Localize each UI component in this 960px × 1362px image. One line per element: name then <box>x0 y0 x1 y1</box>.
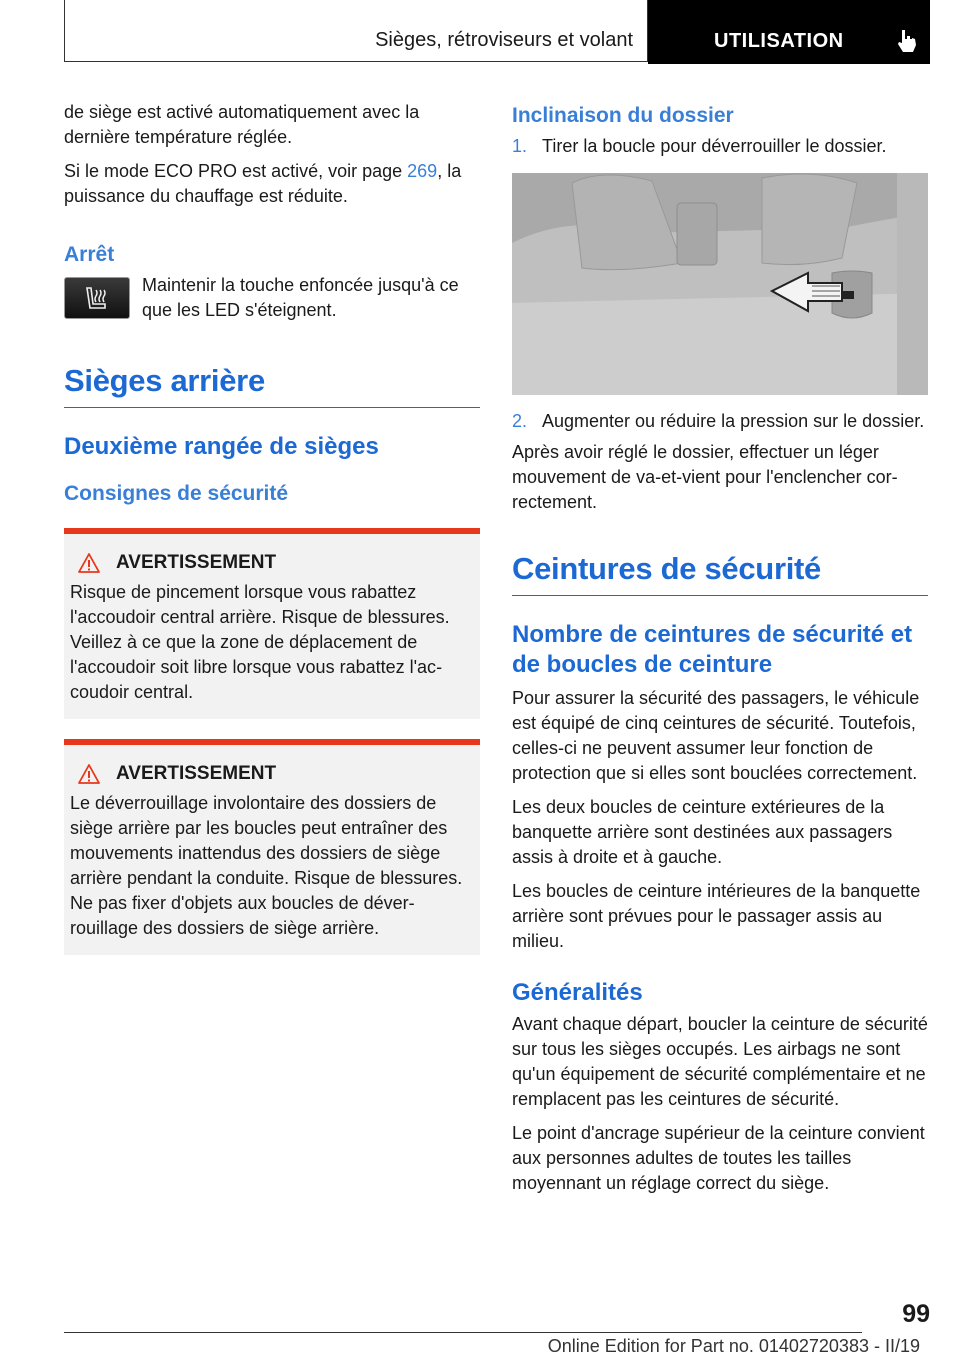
ceintures-paragraph-3: Les boucles de ceinture intérieures de la banquette arrière sont prévues pour le passager assis au milieu. <box>512 881 921 951</box>
footer-divider <box>64 1332 862 1333</box>
warning-triangle-icon <box>78 553 100 573</box>
warning-box-2 <box>64 739 480 955</box>
warning-text-2: Le déverrouillage involontaire des dossiers de siège arrière par les boucles peut entraîner des mouvements inattendus des dossiers de siège arrière pendant la conduite. Risque de blessures. Ne pas fixer d'objets aux boucles de déverrouillage des dossiers de siège arrière. <box>70 793 463 938</box>
warning-text-1: Risque de pincement lorsque vous rabattez l'accoudoir central arrière. Risque de blessures. Veillez à ce que la zone de déplacement de l'accoudoir soit libre lorsque vous rabattez l'accoudoir central. <box>70 582 450 702</box>
ceintures-paragraph-1: Pour assurer la sécurité des passagers, le véhicule est équipé de cinq ceintures de sécurité. Toutefois, celles-ci ne peuvent assumer leur fonction de protection que si elles sont bouclées correctement. <box>512 688 920 783</box>
section-title <box>648 0 930 64</box>
page-header <box>64 0 930 64</box>
chapter-title: Sièges, rétroviseurs et volant <box>64 0 648 62</box>
after-steps-paragraph: Après avoir réglé le dossier, effectuer un léger mouvement de va-et-vient pour l'enclencher correctement. <box>512 442 898 512</box>
intro-paragraph: de siège est activé automatiquement avec la dernière température réglée. <box>64 102 420 147</box>
warning-label-1: AVERTISSEMENT <box>116 552 277 573</box>
warning-triangle-icon <box>78 764 100 784</box>
step-item <box>512 409 928 434</box>
step-text: Tirer la boucle pour déverrouiller le dossier. <box>542 136 887 156</box>
arret-text: Maintenir la touche enfoncée jusqu'à ce que les LED s'éteignent. <box>142 275 459 320</box>
consignes-heading: Consignes de sécurité <box>64 482 289 505</box>
ceintures-paragraph-2: Les deux boucles de ceinture extérieures de la banquette arrière sont destinées aux passagers assis à droite et à gauche. <box>512 797 893 867</box>
step-text: Augmenter ou réduire la pression sur le dossier. <box>542 411 925 431</box>
generalites-paragraph-1: Avant chaque départ, boucler la ceinture de sécurité sur tous les sièges occupés. Les airbags ne sont qu'un équipement de sécurité complémentaire et ne remplacent pas les ceintures de sécurité. <box>512 1014 928 1109</box>
edition-note: Online Edition for Part no. 01402720383 - II/19 <box>547 1336 920 1356</box>
right-column <box>512 100 928 1205</box>
warning-label-2: AVERTISSEMENT <box>116 763 277 784</box>
rear-seat-backrest-illustration <box>512 173 928 395</box>
seat-heating-icon <box>65 278 129 318</box>
section-label: UTILISATION <box>714 30 844 52</box>
hand-pointer-icon <box>896 28 918 54</box>
sieges-arriere-heading: Sièges arrière <box>64 363 480 408</box>
page-ref-link[interactable]: 269 <box>407 161 438 181</box>
eco-pro-text: Si le mode ECO PRO est activé, voir page <box>64 161 408 181</box>
warning-box-1 <box>64 528 480 719</box>
generalites-paragraph-2: Le point d'ancrage supérieur de la ceinture convient aux personnes adultes de toutes les tailles moyennant un réglage correct du siège. <box>512 1123 925 1193</box>
eco-pro-text-end: , la puissance du chauffage est réduite. <box>64 161 462 206</box>
steps-list-2 <box>512 409 928 434</box>
ceintures-heading: Ceintures de sécurité <box>512 551 928 596</box>
step-number: 2. <box>512 411 528 431</box>
left-column <box>64 100 480 955</box>
inclinaison-heading: Inclinaison du dossier <box>512 104 734 127</box>
step-number: 1. <box>512 136 528 156</box>
rear-seat-photo <box>512 173 928 395</box>
arret-heading: Arrêt <box>64 243 115 266</box>
warning-title-1 <box>70 552 476 574</box>
generalites-heading: Généralités <box>512 979 643 1006</box>
seat-heating-button-image <box>64 277 130 319</box>
warning-title-2 <box>70 763 476 785</box>
eco-pro-paragraph <box>64 159 480 209</box>
step-item <box>512 134 928 159</box>
deuxieme-rangee-heading: Deuxième rangée de sièges <box>64 433 379 460</box>
arret-row <box>64 273 480 323</box>
steps-list-1 <box>512 134 928 159</box>
nombre-ceintures-heading: Nombre de ceintures de sécurité et de boucles de ceinture <box>512 621 913 678</box>
page-number: 99 <box>902 1300 930 1328</box>
